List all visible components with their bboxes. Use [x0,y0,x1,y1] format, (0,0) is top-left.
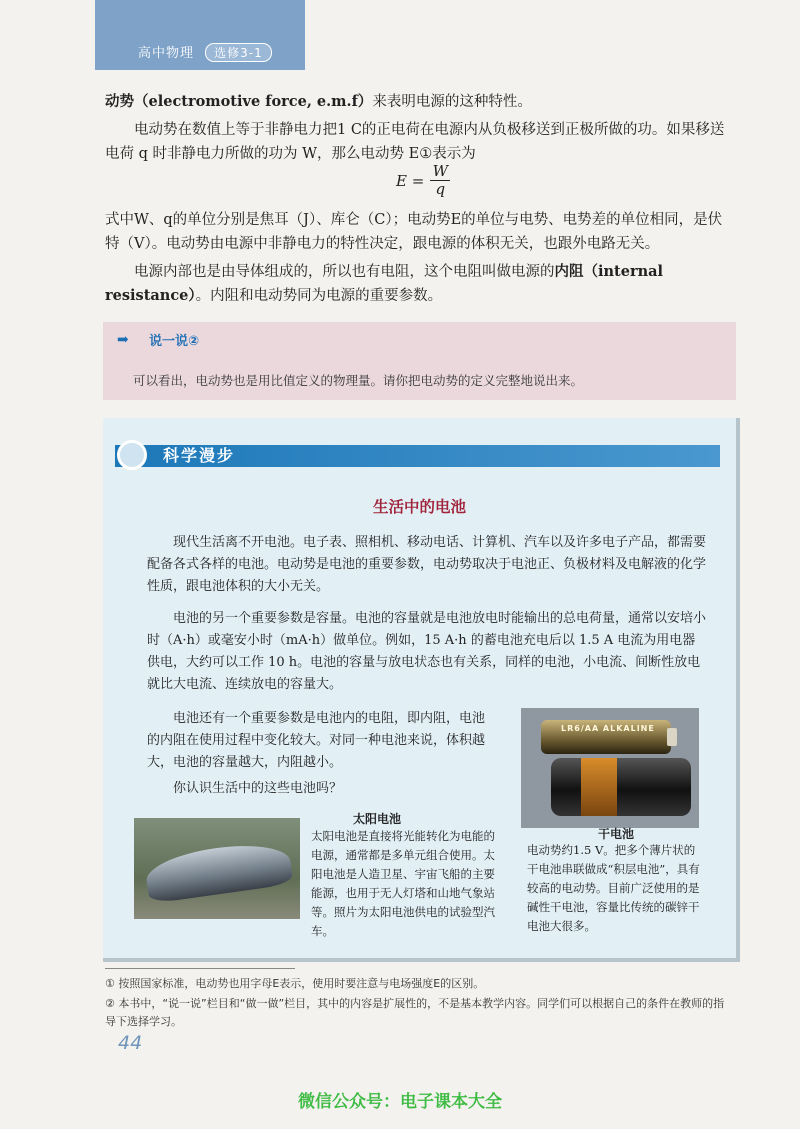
running-header [138,42,272,62]
formula-lhs: E = [396,171,425,190]
paragraph-4 [105,260,735,308]
watermark: 微信公众号：电子课本大全 [298,1092,502,1112]
paragraph-2: 电动势在数值上等于非静电力把1 C的正电荷在电源内从负极移送到正极所做的功。如果移送电荷 q 时非静电力所做的功为 W，那么电动势 E①表示为 [105,122,725,162]
footnote-1: ① 按照国家标准，电动势也用字母E表示，使用时要注意与电场强度E的区别。 [105,977,485,990]
battery-label: LR6/AA ALKALINE [561,724,655,733]
formula-denominator: q [435,180,446,198]
page-number: 44 [118,1032,143,1054]
paragraph-4-end: 。内阻和电动势同为电源的重要参数。 [195,288,443,304]
term-emf: 动势（electromotive force, e.m.f） [105,93,373,110]
footnote-2: ② 本书中，“说一说”栏目和“做一做”栏目，其中的内容是扩展性的，不是基本教学内容。同学们可以根据自己的条件在教师的指导下选择学习。 [105,997,725,1028]
dry-cell-text: 电动势约1.5 V。把多个薄片状的干电池串联做成“积层电池”，具有较高的电动势。目前广泛使用的是碱性干电池，容量比传统的碳锌干电池大很多。 [527,843,700,933]
footnote-rule [105,968,295,969]
science-paragraph-1: 现代生活离不开电池。电子表、照相机、移动电话、计算机、汽车以及许多电子产品，都需要配备各式各样的电池。电动势是电池的重要参数，电动势取决于电池正、负极材料及电解液的化学性质，跟电池体积的大小无关。 [147,535,707,594]
dry-cell-title: 干电池 [598,827,635,841]
large-battery [551,758,691,816]
solar-cell-text: 太阳电池是直接将光能转化为电能的电源，通常都是多单元组合使用。太阳电池是人造卫星、宇宙飞船的主要能源，也用于无人灯塔和山地气象站等。照片为太阳电池供电的试验型汽车。 [311,829,495,938]
formula-numerator: W [432,162,448,180]
arrow-right-icon: ➡ [117,332,129,348]
talk-title: 说一说② [149,334,200,349]
circle-icon [117,440,147,470]
battery-photo [521,708,699,828]
paragraph-4-start: 电源内部也是由导体组成的，所以也有电阻，这个电阻叫做电源的 [134,264,555,280]
volume-badge: 选修3-1 [205,43,272,62]
term-internal-resistance: 内阻（internal resistance） [105,263,664,304]
paragraph-1 [105,90,735,114]
science-paragraph-4: 你认识生活中的这些电池吗？ [173,781,343,796]
emf-formula [396,163,450,198]
science-paragraph-3: 电池还有一个重要参数是电池内的电阻，即内阻，电池的内阻在使用过程中变化较大。对同一种电池来说，体积越大，电池的容量越大，内阻越小。 [147,711,486,770]
solar-car [144,838,294,904]
science-banner-title: 科学漫步 [163,446,236,465]
battery-terminal [667,728,677,746]
battery-band [581,758,617,816]
paragraph-3: 式中W、q的单位分别是焦耳（J）、库仑（C）；电动势E的单位与电势、电势差的单位相同，是伏特（V）。电动势由电源中非静电力的特性决定，跟电源的体积无关，也跟外电路无关。 [105,212,723,252]
solar-cell-title: 太阳电池 [353,812,402,826]
science-paragraph-2: 电池的另一个重要参数是容量。电池的容量就是电池放电时能输出的总电荷量，通常以安培小时（A·h）或毫安小时（mA·h）做单位。例如，15 A·h 的蓄电池充电后以 1.5 A 电流为用电器供电，大约可以工作 10 h。电池的容量与放电状态也有关系，同样的电池，小电流、间断性放电就比大电流、连续放电的容量大。 [147,611,707,692]
paragraph-1-text: 来表明电源的这种特性。 [372,94,532,110]
book-title: 高中物理 [138,46,195,61]
formula-fraction [430,163,450,198]
solar-car-photo [134,818,300,919]
article-title: 生活中的电池 [372,498,466,516]
talk-text: 可以看出，电动势也是用比值定义的物理量。请你把电动势的定义完整地说出来。 [133,373,584,388]
science-box [103,418,740,962]
talk-box [103,322,736,400]
